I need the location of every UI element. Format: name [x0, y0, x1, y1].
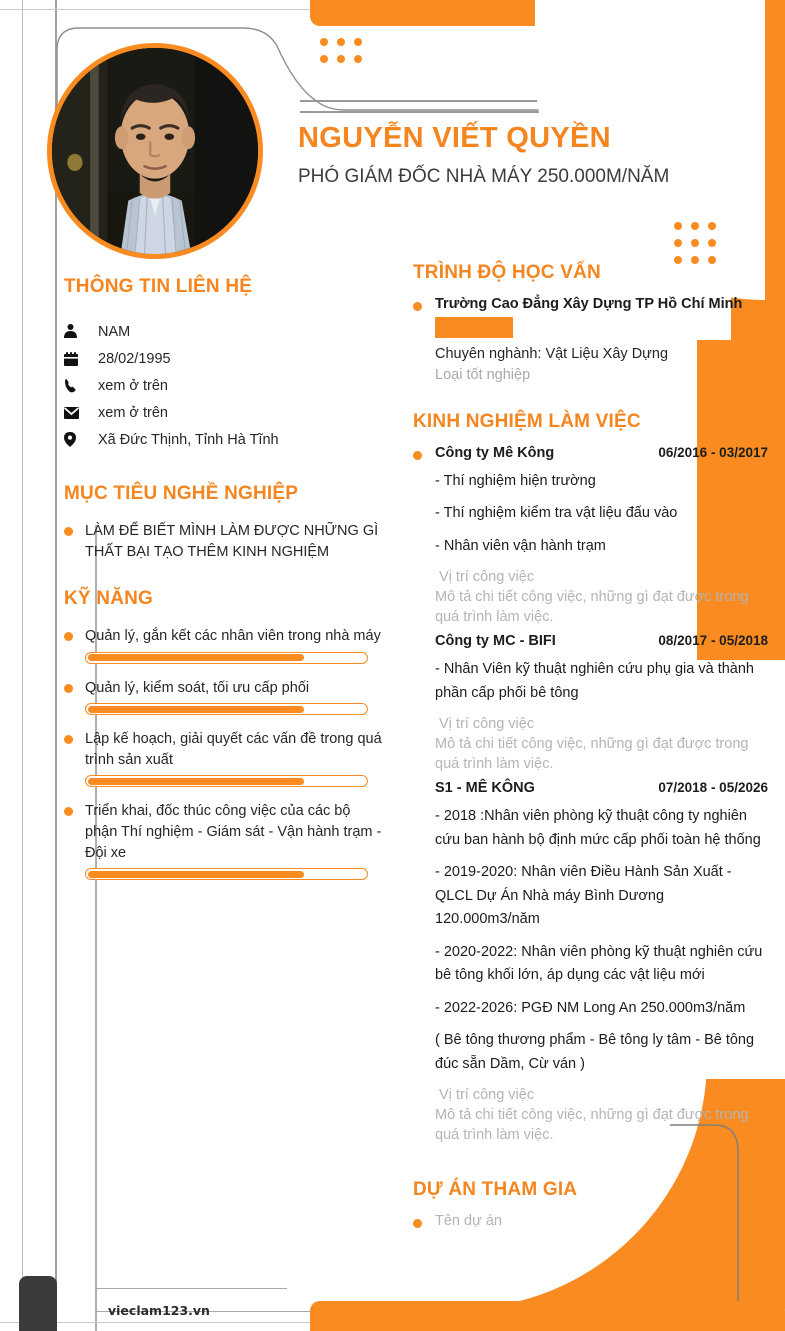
skills-list — [64, 626, 384, 880]
contact-value-gender: NAM — [98, 323, 131, 340]
contact-row-birthdate — [64, 345, 384, 372]
bullet-dot-icon — [64, 527, 73, 536]
experience-line: - Thí nghiệm hiện trường — [435, 473, 596, 489]
skill-progress-fill — [88, 871, 305, 878]
experience-description-placeholder: Mô tả chi tiết công việc, những gì đạt được trong quá trình làm việc. — [435, 1107, 749, 1144]
experience-line: ( Bê tông thương phẩm - Bê tông ly tâm - Bê tông đúc sẵn Dầm, Cừ ván ) — [435, 1032, 755, 1072]
job-title-subtitle: PHÓ GIÁM ĐỐC NHÀ MÁY 250.000M/NĂM — [298, 166, 670, 187]
contact-row-gender — [64, 318, 384, 345]
experience-company: Công ty Mê Kông — [435, 445, 555, 461]
watermark: vieclam123.vn — [108, 1303, 210, 1318]
experience-line: - 2019-2020: Nhân viên Điều Hành Sản Xuất - QLCL Dự Án Nhà máy Bình Dương 120.000m3/năm — [435, 864, 732, 928]
objective-block — [64, 521, 384, 562]
section-title-projects: DỰ ÁN THAM GIA — [413, 1179, 578, 1201]
bullet-dot-icon — [64, 735, 73, 744]
skill-label: Quản lý, kiểm soát, tối ưu cấp phối — [85, 679, 310, 696]
education-entry — [413, 296, 768, 383]
page-title: NGUYỄN VIẾT QUYỀN — [298, 122, 611, 154]
profile-photo-wrapper — [47, 60, 263, 242]
contact-row-address — [64, 426, 384, 453]
section-title-objective: MỤC TIÊU NGHỀ NGHIỆP — [64, 483, 299, 504]
experience-company: Công ty MC - BIFI — [435, 633, 556, 650]
skill-progress-bar — [85, 703, 368, 715]
experience-description-placeholder: Mô tả chi tiết công việc, những gì đạt được trong quá trình làm việc. — [435, 589, 749, 626]
skill-progress-fill — [88, 654, 305, 661]
section-title-skills: KỸ NĂNG — [64, 588, 154, 610]
contact-value-birthdate: 28/02/1995 — [98, 350, 171, 367]
project-name-placeholder: Tên dự án — [435, 1213, 502, 1230]
contact-value-email: xem ở trên — [98, 404, 168, 421]
section-title-education: TRÌNH ĐỘ HỌC VẤN — [413, 262, 601, 283]
experience-entry — [413, 780, 768, 1145]
experience-line: - 2020-2022: Nhân viên phòng kỹ thuật nghiên cứu bê tông khối lớn, áp dụng các vật liệu mới — [435, 943, 763, 984]
skill-label: Triển khai, đốc thúc công việc của các bộ phận Thí nghiệm - Giám sát - Vận hành trạm - Đội xe — [85, 803, 382, 861]
footer-orange-band — [310, 1301, 785, 1331]
dot-grid-decoration-right — [674, 222, 716, 264]
footer-dark-tab — [19, 1276, 57, 1331]
location-pin-icon — [64, 432, 98, 447]
right-column — [413, 262, 768, 1229]
education-major: Chuyên nghành: Vật Liệu Xây Dựng — [435, 346, 669, 362]
experience-company: S1 - MÊ KÔNG — [435, 780, 535, 797]
skill-label: Lập kế hoạch, giải quyết các vấn đề trong quá trình sản xuất — [85, 731, 382, 768]
section-title-contact: THÔNG TIN LIÊN HỆ — [64, 276, 253, 297]
bullet-dot-icon — [413, 302, 422, 311]
left-column — [64, 276, 384, 894]
education-grade-placeholder: Loại tốt nghiệp — [435, 367, 531, 383]
section-title-experience: KINH NGHIỆM LÀM VIỆC — [413, 411, 641, 432]
skill-progress-bar — [85, 775, 368, 787]
education-redacted-block — [435, 317, 513, 338]
experience-entry — [413, 633, 768, 774]
portrait-photo — [52, 48, 258, 254]
experience-position-placeholder: Vị trí công việc — [439, 1087, 535, 1104]
contact-row-phone — [64, 372, 384, 399]
experience-line: - Thí nghiệm kiểm tra vật liệu đấu vào — [435, 505, 678, 522]
envelope-icon — [64, 407, 98, 419]
bullet-dot-icon — [64, 807, 73, 816]
experience-line: - Nhân viên vận hành trạm — [435, 537, 606, 554]
bullet-dot-icon — [413, 1219, 422, 1228]
dot-grid-decoration-top — [320, 38, 362, 63]
list-item — [64, 801, 384, 880]
skill-progress-fill — [88, 778, 305, 785]
education-school: Trường Cao Đẳng Xây Dựng TP Hồ Chí Minh — [435, 296, 743, 312]
experience-position-placeholder: Vị trí công việc — [439, 569, 535, 586]
experience-position-placeholder: Vị trí công việc — [439, 716, 535, 733]
list-item — [64, 729, 384, 787]
objective-text: LÀM ĐỂ BIẾT MÌNH LÀM ĐƯỢC NHỮNG GÌ THẤT BẠI TẠO THÊM KINH NGHIỆM — [85, 523, 379, 560]
experience-entry — [413, 445, 768, 627]
skill-progress-bar — [85, 652, 368, 664]
experience-description-placeholder: Mô tả chi tiết công việc, những gì đạt được trong quá trình làm việc. — [435, 736, 749, 773]
frame-line-left-outer — [22, 0, 23, 1331]
project-entry — [413, 1213, 768, 1229]
bullet-dot-icon — [64, 684, 73, 693]
list-item — [64, 626, 384, 664]
avatar — [47, 43, 263, 259]
bullet-dot-icon — [413, 451, 422, 460]
contact-value-address: Xã Đức Thịnh, Tỉnh Hà Tĩnh — [98, 431, 279, 448]
contact-list — [64, 318, 384, 453]
bullet-dot-icon — [64, 632, 73, 641]
skill-progress-bar — [85, 868, 368, 880]
skill-progress-fill — [88, 706, 305, 713]
person-icon — [64, 324, 98, 339]
experience-date: 06/2016 - 03/2017 — [658, 445, 768, 460]
experience-line: - 2018 :Nhân viên phòng kỹ thuật công ty nghiên cứu ban hành bộ định mức cấp phối toàn hệ thống — [435, 808, 761, 848]
experience-line: - Nhân Viên kỹ thuật nghiên cứu phụ gia và thành phần cấp phối bê tông — [435, 661, 754, 701]
list-item — [64, 521, 384, 562]
experience-line: - 2022-2026: PGĐ NM Long An 250.000m3/năm — [435, 999, 746, 1016]
contact-row-email — [64, 399, 384, 426]
experience-date: 08/2017 - 05/2018 — [658, 633, 768, 649]
skill-label: Quản lý, gắn kết các nhân viên trong nhà máy — [85, 628, 381, 645]
experience-date: 07/2018 - 05/2026 — [658, 780, 768, 796]
calendar-icon — [64, 352, 98, 366]
contact-value-phone: xem ở trên — [98, 377, 168, 394]
phone-icon — [64, 379, 98, 393]
list-item — [64, 678, 384, 716]
